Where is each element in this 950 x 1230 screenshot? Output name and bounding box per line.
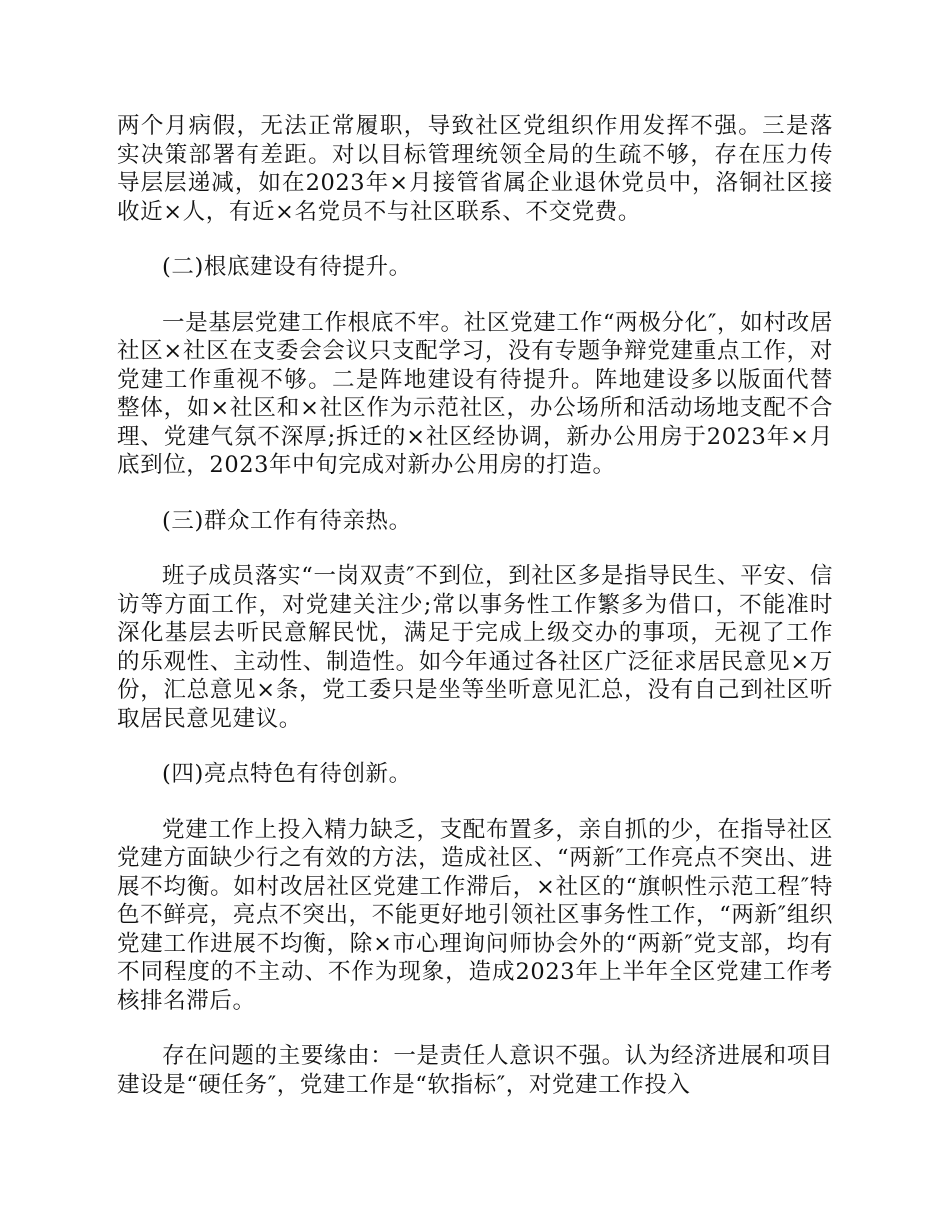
paragraph-foundation: 一是基层党建工作根底不牢。社区党建工作“两极分化″，如村改居社区×社区在支委会会议只支配学习，没有专题争辩党建重点工作，对党建工作重视不够。二是阵地建设有待提升。阵地建设多以版面代替整体，如×社区和×社区作为示范社区，办公场所和活动场地支配不合理、党建气氛不深厚;拆迁的×社区经协调，新办公用房于2023年×月底到位，2023年中旬完成对新办公用房的打造。 (117, 309, 833, 478)
paragraph-continuation: 两个月病假，无法正常履职，导致社区党组织作用发挥不强。三是落实决策部署有差距。对以目标管理统领全局的生疏不够，存在压力传导层层递减，如在2023年×月接管省属企业退休党员中，洛铜社区接收近×人，有近×名党员不与社区联系、不交党费。 (117, 113, 833, 225)
section-heading-mass-work: (三)群众工作有待亲热。 (162, 507, 412, 534)
section-heading-highlights: (四)亮点特色有待创新。 (162, 761, 412, 787)
document-page (117, 112, 833, 1126)
paragraph-causes: 存在问题的主要缘由：一是责任人意识不强。认为经济进展和项目建设是“硬任务″，党建工作是“软指标″，对党建工作投入 (117, 1043, 833, 1098)
paragraph-highlights: 党建工作上投入精力缺乏，支配布置多，亲自抓的少，在指导社区党建方面缺少行之有效的方法，造成社区、“两新″工作亮点不突出、进展不均衡。如村改居社区党建工作滞后，×社区的“旗帜性示范工程″特色不鲜亮，亮点不突出，不能更好地引领社区事务性工作，“两新″组织党建工作进展不均衡，除×市心理询问师协会外的“两新″党支部，均有不同程度的不主动、不作为现象，造成2023年上半年全区党建工作考核排名滞后。 (117, 816, 833, 1014)
paragraph-mass-work: 班子成员落实“一岗双责″不到位，到社区多是指导民生、平安、信访等方面工作，对党建关注少;常以事务性工作繁多为借口，不能准时深化基层去听民意解民忧，满足于完成上级交办的事项，无视了工作的乐观性、主动性、制造性。如今年通过各社区广泛征求居民意见×万份，汇总意见×条，党工委只是坐等坐听意见汇总，没有自己到社区听取居民意见建议。 (117, 563, 833, 732)
section-heading-foundation: (二)根底建设有待提升。 (162, 254, 412, 280)
